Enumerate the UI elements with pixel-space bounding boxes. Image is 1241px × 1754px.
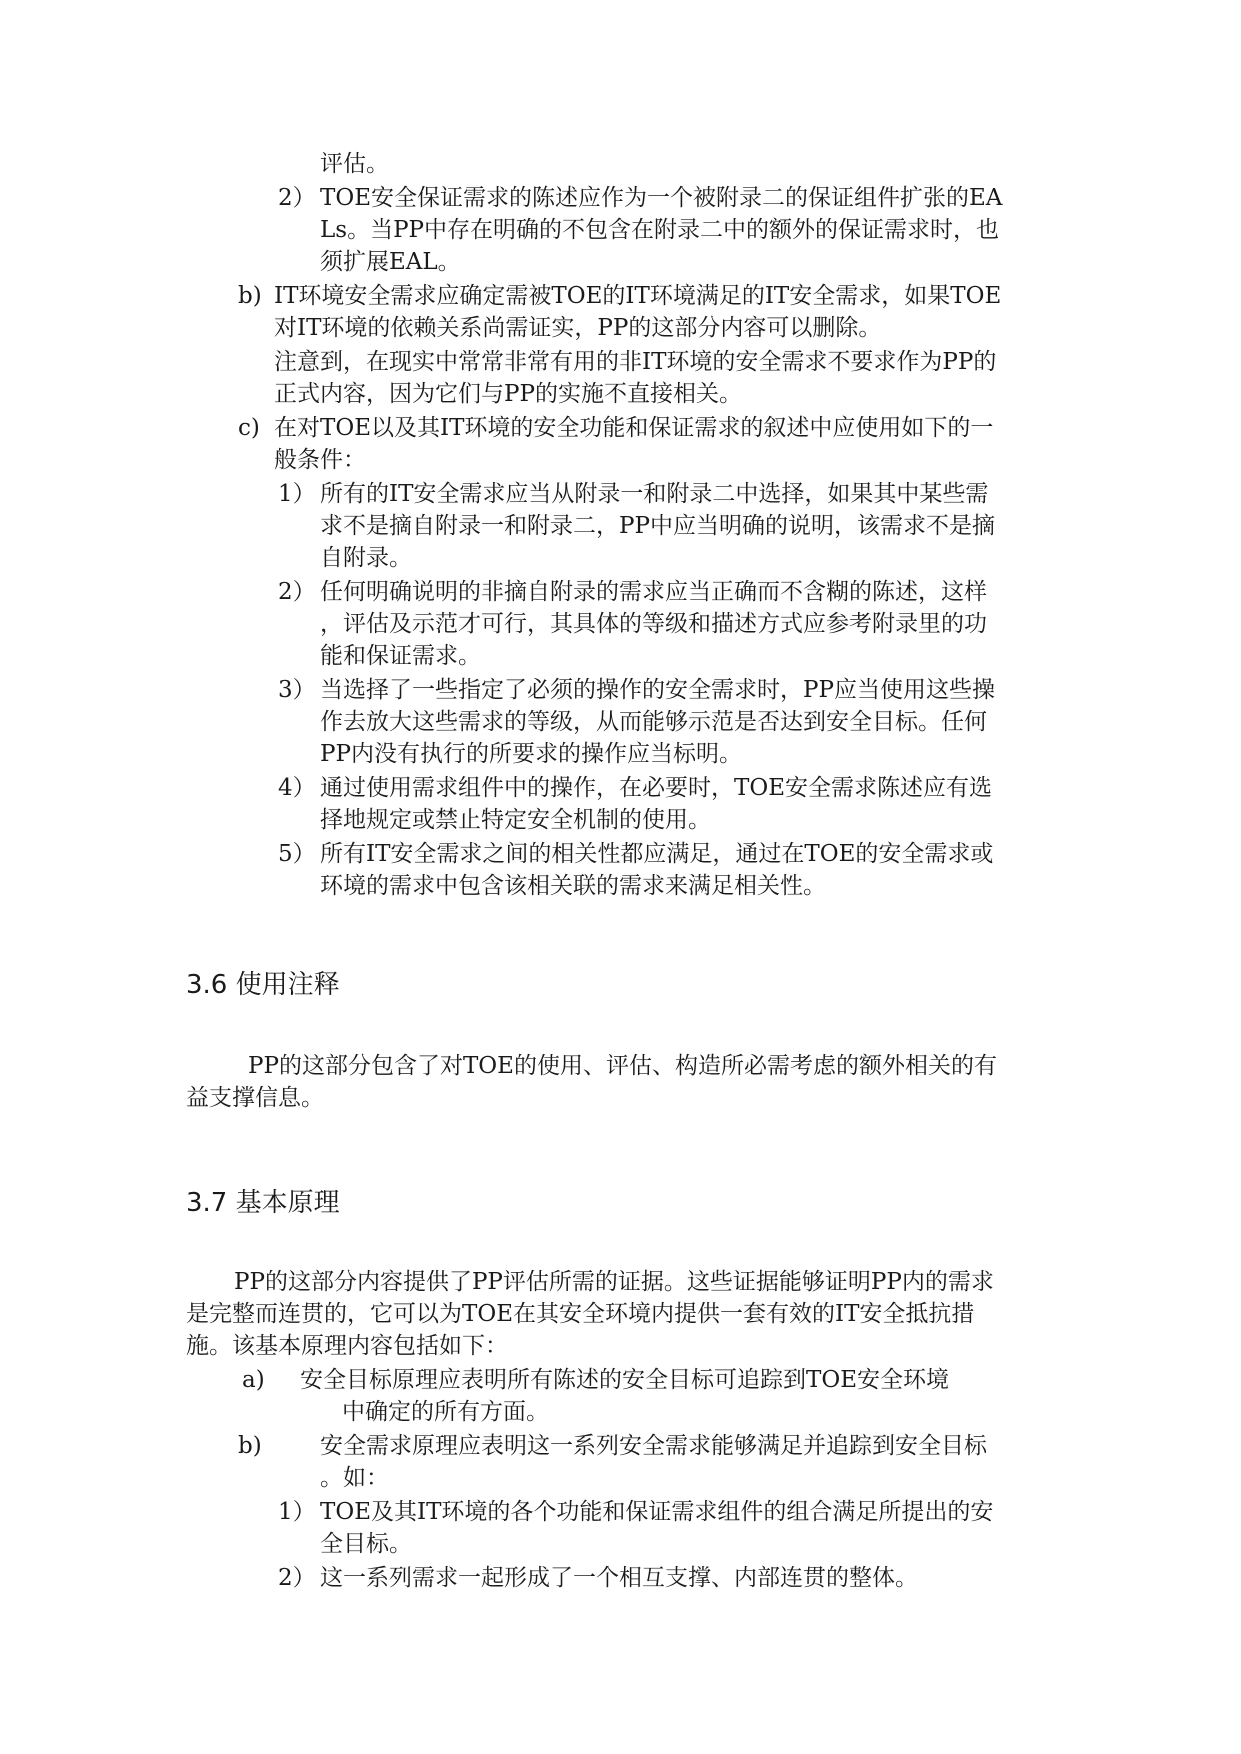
list-number: 1） [278,481,316,507]
section-heading: 3.7 基本原理 [186,1188,340,1218]
list-text: 中确定的所有方面。 [342,1399,549,1425]
list-text: 任何明确说明的非摘自附录的需求应当正确而不含糊的陈述，这样 [320,579,987,605]
section-heading: 3.6 使用注释 [186,970,340,1000]
list-text: 当选择了一些指定了必须的操作的安全需求时，PP应当使用这些操 [320,677,995,703]
list-text: 须扩展EAL。 [320,249,461,275]
list-text: 自附录。 [320,545,412,571]
list-text: 对IT环境的依赖关系尚需证实，PP的这部分内容可以删除。 [274,315,882,341]
list-text: 所有IT安全需求之间的相关性都应满足，通过在TOE的安全需求或 [320,841,994,867]
list-text: 通过使用需求组件中的操作，在必要时，TOE安全需求陈述应有选 [320,775,992,801]
list-text: TOE及其IT环境的各个功能和保证需求组件的组合满足所提出的安 [320,1499,994,1525]
paragraph-text: 益支撑信息。 [186,1085,324,1111]
list-text: 求不是摘自附录一和附录二，PP中应当明确的说明，该需求不是摘 [320,513,995,539]
list-text: TOE安全保证需求的陈述应作为一个被附录二的保证组件扩张的EA [320,185,1003,211]
paragraph-text: 是完整而连贯的，它可以为TOE在其安全环境内提供一套有效的IT安全抵抗措 [186,1301,975,1327]
list-text: 作去放大这些需求的等级，从而能够示范是否达到安全目标。任何 [320,709,987,735]
list-number: 2） [278,185,316,211]
list-text: 环境的需求中包含该相关联的需求来满足相关性。 [320,873,826,899]
list-marker: b) [238,283,262,309]
list-number: 4） [278,775,316,801]
list-text: Ls。当PP中存在明确的不包含在附录二中的额外的保证需求时，也 [320,217,1000,243]
list-text: IT环境安全需求应确定需被TOE的IT环境满足的IT安全需求，如果TOE [274,283,1002,309]
list-text: 在对TOE以及其IT环境的安全功能和保证需求的叙述中应使用如下的一 [274,415,994,441]
list-text: 。如： [320,1465,389,1491]
list-text: 注意到，在现实中常常非常有用的非IT环境的安全需求不要求作为PP的 [274,349,997,375]
list-text: 正式内容，因为它们与PP的实施不直接相关。 [274,381,742,407]
list-text: 评估。 [320,151,389,177]
list-marker: a) [242,1367,265,1393]
list-marker: b) [238,1433,262,1459]
list-number: 1） [278,1499,316,1525]
list-text: 能和保证需求。 [320,643,481,669]
list-text: ，评估及示范才可行，其具体的等级和描述方式应参考附录里的功 [320,611,987,637]
list-number: 5） [278,841,316,867]
list-number: 2） [278,579,316,605]
paragraph-text: PP的这部分包含了对TOE的使用、评估、构造所必需考虑的额外相关的有 [248,1053,997,1079]
list-text: 择地规定或禁止特定安全机制的使用。 [320,807,711,833]
list-text: 安全需求原理应表明这一系列安全需求能够满足并追踪到安全目标 [320,1433,987,1459]
paragraph-text: PP的这部分内容提供了PP评估所需的证据。这些证据能够证明PP内的需求 [234,1269,994,1295]
list-text: 所有的IT安全需求应当从附录一和附录二中选择，如果其中某些需 [320,481,989,507]
list-number: 2） [278,1565,316,1591]
list-number: 3） [278,677,316,703]
list-text: 安全目标原理应表明所有陈述的安全目标可追踪到TOE安全环境 [300,1367,949,1393]
list-text: PP内没有执行的所要求的操作应当标明。 [320,741,742,767]
list-text: 般条件： [274,447,366,473]
list-text: 这一系列需求一起形成了一个相互支撑、内部连贯的整体。 [320,1565,918,1591]
list-marker: c) [238,415,260,441]
paragraph-text: 施。该基本原理内容包括如下： [186,1333,508,1359]
list-text: 全目标。 [320,1531,412,1557]
